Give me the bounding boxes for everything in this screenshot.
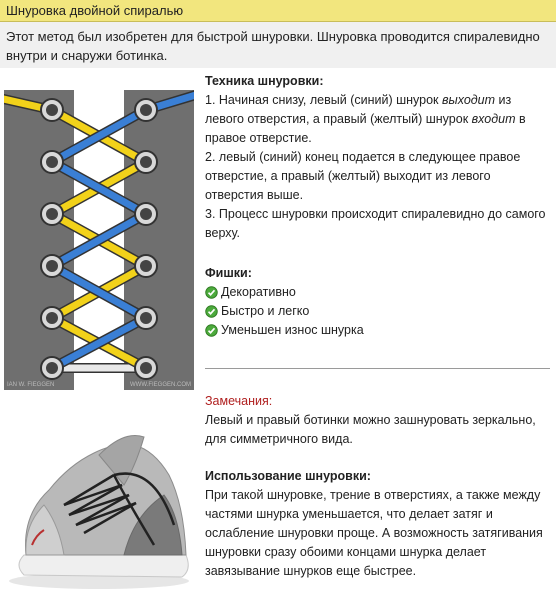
check-icon bbox=[205, 305, 218, 318]
technique-heading: Техника шнуровки: bbox=[205, 74, 324, 88]
technique-step-3: 3. Процесс шнуровки происходит спиралевидно до самого верху. bbox=[205, 207, 546, 240]
page-title: Шнуровка двойной спиралью bbox=[0, 0, 556, 22]
section-divider bbox=[205, 368, 550, 369]
diagram-credit-left: IAN W. FIEGGEN bbox=[7, 382, 55, 388]
eyelet-hole bbox=[140, 208, 152, 220]
diagram-credit-right: WWW.FIEGGEN.COM bbox=[130, 382, 191, 388]
eyelet-hole bbox=[46, 312, 58, 324]
eyelet-hole bbox=[46, 208, 58, 220]
right-shoe-panel bbox=[124, 90, 194, 390]
eyelet-hole bbox=[140, 312, 152, 324]
eyelet-hole bbox=[46, 156, 58, 168]
intro-text: Этот метод был изобретен для быстрой шнуровки. Шнуровка проводится спиралевидно внутри и снаружи ботинка. bbox=[0, 22, 556, 68]
check-icon bbox=[205, 324, 218, 337]
technique-section bbox=[205, 72, 550, 243]
shoe-photo bbox=[4, 405, 194, 595]
remarks-text: Левый и правый ботинки можно зашнуровать зеркально, для симметричного вида. bbox=[205, 413, 536, 446]
remarks-heading: Замечания: bbox=[205, 394, 273, 408]
feature-item: Быстро и легко bbox=[205, 302, 550, 321]
eyelet-hole bbox=[140, 260, 152, 272]
left-shoe-panel bbox=[4, 90, 74, 390]
technique-step-2: 2. левый (синий) конец подается в следующее правое отверстие, а правый (желтый) выходит из левого отверстия выше. bbox=[205, 150, 521, 202]
features-heading: Фишки: bbox=[205, 266, 252, 280]
remarks-section bbox=[205, 392, 550, 449]
eyelet-hole bbox=[46, 362, 58, 374]
check-icon bbox=[205, 286, 218, 299]
eyelet-hole bbox=[46, 104, 58, 116]
feature-item: Декоративно bbox=[205, 283, 550, 302]
usage-heading: Использование шнуровки: bbox=[205, 469, 371, 483]
eyelet-hole bbox=[140, 104, 152, 116]
eyelet-hole bbox=[140, 362, 152, 374]
features-section bbox=[205, 264, 550, 340]
usage-section bbox=[205, 467, 550, 581]
technique-step-1: 1. Начиная снизу, левый (синий) шнурок выходит из левого отверстия, а правый (желтый) шнурок входит в правое отверстие. bbox=[205, 93, 526, 145]
feature-item: Уменьшен износ шнурка bbox=[205, 321, 550, 340]
eyelet-hole bbox=[46, 260, 58, 272]
usage-text: При такой шнуровке, трение в отверстиях, а также между частями шнурка уменьшается, что делает затяг и ослабление шнуровки проще. А возможность затягивания шнуровки сразу обоими концами шнурка делает завязывание шнурков еще быстрее. bbox=[205, 488, 543, 578]
lacing-diagram bbox=[4, 90, 194, 390]
eyelet-hole bbox=[140, 156, 152, 168]
